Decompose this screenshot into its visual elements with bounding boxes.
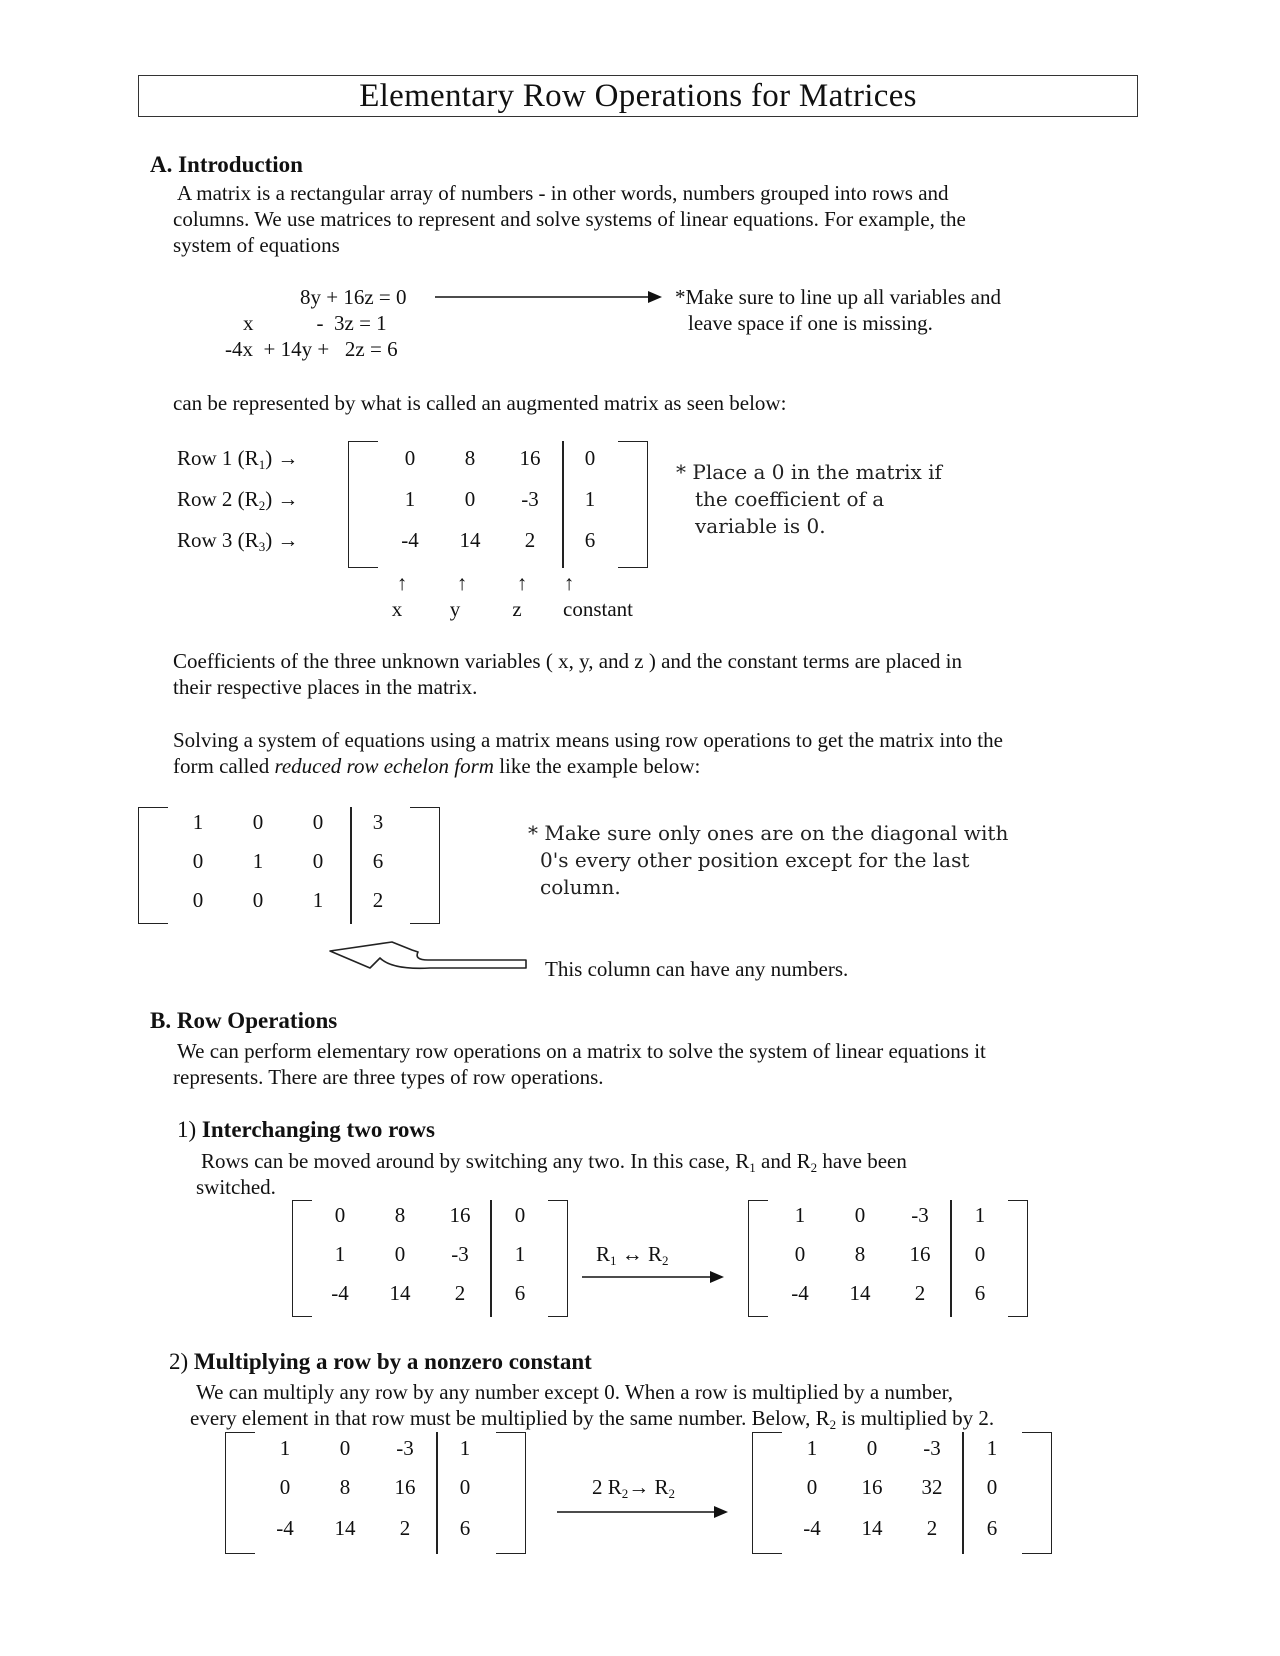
matrix-cell: 2: [372, 888, 384, 912]
op2-operation-label: 2 $R_2\to R_2$: [592, 1475, 676, 1501]
op2-heading: 2) Multiplying a row by a nonzero constant: [169, 1349, 592, 1374]
up-arrow-icon: ↑: [396, 571, 408, 595]
matrix-cell: 0: [252, 810, 264, 834]
matrix-cell: 1: [334, 1242, 346, 1266]
matrix-cell: 2: [524, 528, 536, 552]
up-arrow-icon: ↑: [516, 571, 528, 595]
matrix-cell: 0: [986, 1475, 998, 1499]
matrix-cell: 3: [372, 810, 384, 834]
matrix-cell: 8: [394, 1203, 406, 1227]
equation-3: -4x + 14y + 2z = 6: [225, 337, 398, 361]
op2-right-divider: [962, 1432, 964, 1554]
row-label-3: Row 3 $(R_3)$ →: [177, 528, 299, 554]
matrix-cell: 14: [389, 1281, 411, 1305]
matrix-cell: 0: [459, 1475, 471, 1499]
section-b-heading: B. Row Operations: [150, 1008, 338, 1033]
op1-text-line-1: Rows can be moved around by switching any two. In this case, $R_1$ and $R_2$ have been: [201, 1149, 907, 1175]
coefficients-line-2: their respective places in the matrix.: [173, 675, 478, 699]
rref-text-line-2: form called reduced row echelon form like the example below:: [173, 754, 701, 778]
column-label-x: x: [391, 597, 403, 621]
op1-operation-label: $R_1$ ↔ $R_2$: [596, 1242, 669, 1268]
matrix-cell: 6: [514, 1281, 526, 1305]
matrix-cell: -3: [923, 1436, 941, 1460]
matrix-cell: 0: [514, 1203, 526, 1227]
matrix-cell: -4: [803, 1516, 821, 1540]
matrix-cell: 1: [252, 849, 264, 873]
rref-note-line-2: 0's every other position except for the last: [540, 848, 970, 872]
rref-note-line-1: * Make sure only ones are on the diagonal with: [528, 821, 1009, 845]
matrix-cell: 0: [794, 1242, 806, 1266]
matrix-cell: 0: [974, 1242, 986, 1266]
matrix-cell: 0: [192, 888, 204, 912]
op1-text-line-2: switched.: [196, 1175, 276, 1199]
matrix-cell: 1: [312, 888, 324, 912]
op1-heading: 1) Interchanging two rows: [177, 1117, 435, 1142]
section-a-heading: A. Introduction: [150, 152, 303, 177]
matrix-cell: 16: [449, 1203, 471, 1227]
equation-2: x - 3z = 1: [243, 311, 387, 335]
equation-note-line-1: *Make sure to line up all variables and: [675, 285, 1001, 309]
matrix-cell: -3: [396, 1436, 414, 1460]
matrix-cell: -3: [451, 1242, 469, 1266]
up-arrow-icon: ↑: [563, 571, 575, 595]
matrix-cell: 1: [459, 1436, 471, 1460]
matrix-cell: 0: [854, 1203, 866, 1227]
op2-text-line-2: every element in that row must be multiplied by the same number. Below, $R_2$ is multiplied by 2.: [190, 1406, 995, 1432]
matrix-cell: -4: [276, 1516, 294, 1540]
matrix-cell: 2: [399, 1516, 411, 1540]
matrix-cell: 0: [192, 849, 204, 873]
matrix-cell: 2: [914, 1281, 926, 1305]
matrix-cell: 14: [849, 1281, 871, 1305]
column-note: This column can have any numbers.: [545, 957, 849, 981]
matrix-cell: -4: [331, 1281, 349, 1305]
intro-para-line-3: system of equations: [173, 233, 340, 257]
column-label-constant: constant: [563, 597, 633, 621]
matrix-cell: 1: [279, 1436, 291, 1460]
matrix-cell: 8: [464, 446, 476, 470]
matrix-cell: 0: [334, 1203, 346, 1227]
matrix-cell: 1: [404, 487, 416, 511]
row-label-2: Row 2 $(R_2)$ →: [177, 487, 299, 513]
matrix-cell: -3: [521, 487, 539, 511]
intro-para-line-1: A matrix is a rectangular array of numbers - in other words, numbers grouped into rows and: [177, 181, 949, 205]
rref-text-line-1: Solving a system of equations using a matrix means using row operations to get the matrix into the: [173, 728, 1003, 752]
matrix-cell: 16: [861, 1475, 883, 1499]
matrix-note-line-3: variable is 0.: [695, 514, 826, 538]
matrix-cell: 0: [339, 1436, 351, 1460]
matrix-cell: 2: [926, 1516, 938, 1540]
matrix-cell: 0: [252, 888, 264, 912]
matrix-cell: 1: [584, 487, 596, 511]
matrix-cell: 1: [806, 1436, 818, 1460]
matrix-cell: 0: [866, 1436, 878, 1460]
op2-right-bracket-right: [1022, 1432, 1052, 1554]
column-label-z: z: [512, 597, 522, 621]
op2-text-line-1: We can multiply any row by any number except 0. When a row is multiplied by a number,: [196, 1380, 953, 1404]
matrix-cell: 0: [806, 1475, 818, 1499]
matrix-cell: -4: [791, 1281, 809, 1305]
matrix-cell: 6: [584, 528, 596, 552]
matrix-cell: 0: [312, 849, 324, 873]
matrix-cell: 16: [394, 1475, 416, 1499]
matrix-cell: 6: [372, 849, 384, 873]
matrix-cell: 1: [192, 810, 204, 834]
matrix-cell: 6: [974, 1281, 986, 1305]
equation-note-line-2: leave space if one is missing.: [688, 311, 933, 335]
matrix-cell: 14: [861, 1516, 883, 1540]
matrix-cell: 0: [464, 487, 476, 511]
matrix-cell: 0: [584, 446, 596, 470]
matrix-cell: 2: [454, 1281, 466, 1305]
matrix-cell: 6: [986, 1516, 998, 1540]
column-label-y: y: [449, 597, 461, 621]
row-ops-para-line-2: represents. There are three types of row operations.: [173, 1065, 604, 1089]
matrix-cell: -4: [401, 528, 419, 552]
matrix-cell: 14: [334, 1516, 356, 1540]
matrix-note-line-1: * Place a 0 in the matrix if: [676, 460, 942, 484]
matrix-cell: 0: [312, 810, 324, 834]
matrix-cell: 1: [794, 1203, 806, 1227]
matrix-cell: 16: [909, 1242, 931, 1266]
matrix-cell: 32: [921, 1475, 943, 1499]
matrix-cell: 16: [519, 446, 541, 470]
matrix-note-line-2: the coefficient of a: [695, 487, 885, 511]
matrix-cell: 6: [459, 1516, 471, 1540]
matrix-cell: 8: [339, 1475, 351, 1499]
matrix-cell: 0: [394, 1242, 406, 1266]
row-ops-para-line-1: We can perform elementary row operations on a matrix to solve the system of linear equations it: [177, 1039, 986, 1063]
coefficients-line-1: Coefficients of the three unknown variables ( x, y, and z ) and the constant terms are placed in: [173, 649, 962, 673]
page-title: Elementary Row Operations for Matrices: [359, 78, 917, 114]
matrix-cell: 0: [404, 446, 416, 470]
augmented-intro-text: can be represented by what is called an augmented matrix as seen below:: [173, 391, 787, 415]
equation-1: 8y + 16z = 0: [300, 285, 407, 309]
matrix-cell: 0: [279, 1475, 291, 1499]
matrix-cell: 1: [974, 1203, 986, 1227]
matrix-cell: 1: [514, 1242, 526, 1266]
up-arrow-icon: ↑: [456, 571, 468, 595]
matrix-cell: 8: [854, 1242, 866, 1266]
rref-note-line-3: column.: [540, 875, 621, 899]
matrix-cell: 1: [986, 1436, 998, 1460]
matrix-cell: -3: [911, 1203, 929, 1227]
matrix-cell: 14: [459, 528, 481, 552]
row-label-1: Row 1 $(R_1)$ →: [177, 446, 299, 472]
intro-para-line-2: columns. We use matrices to represent and solve systems of linear equations. For example, the: [173, 207, 966, 231]
op2-right-bracket-left: [752, 1432, 782, 1554]
